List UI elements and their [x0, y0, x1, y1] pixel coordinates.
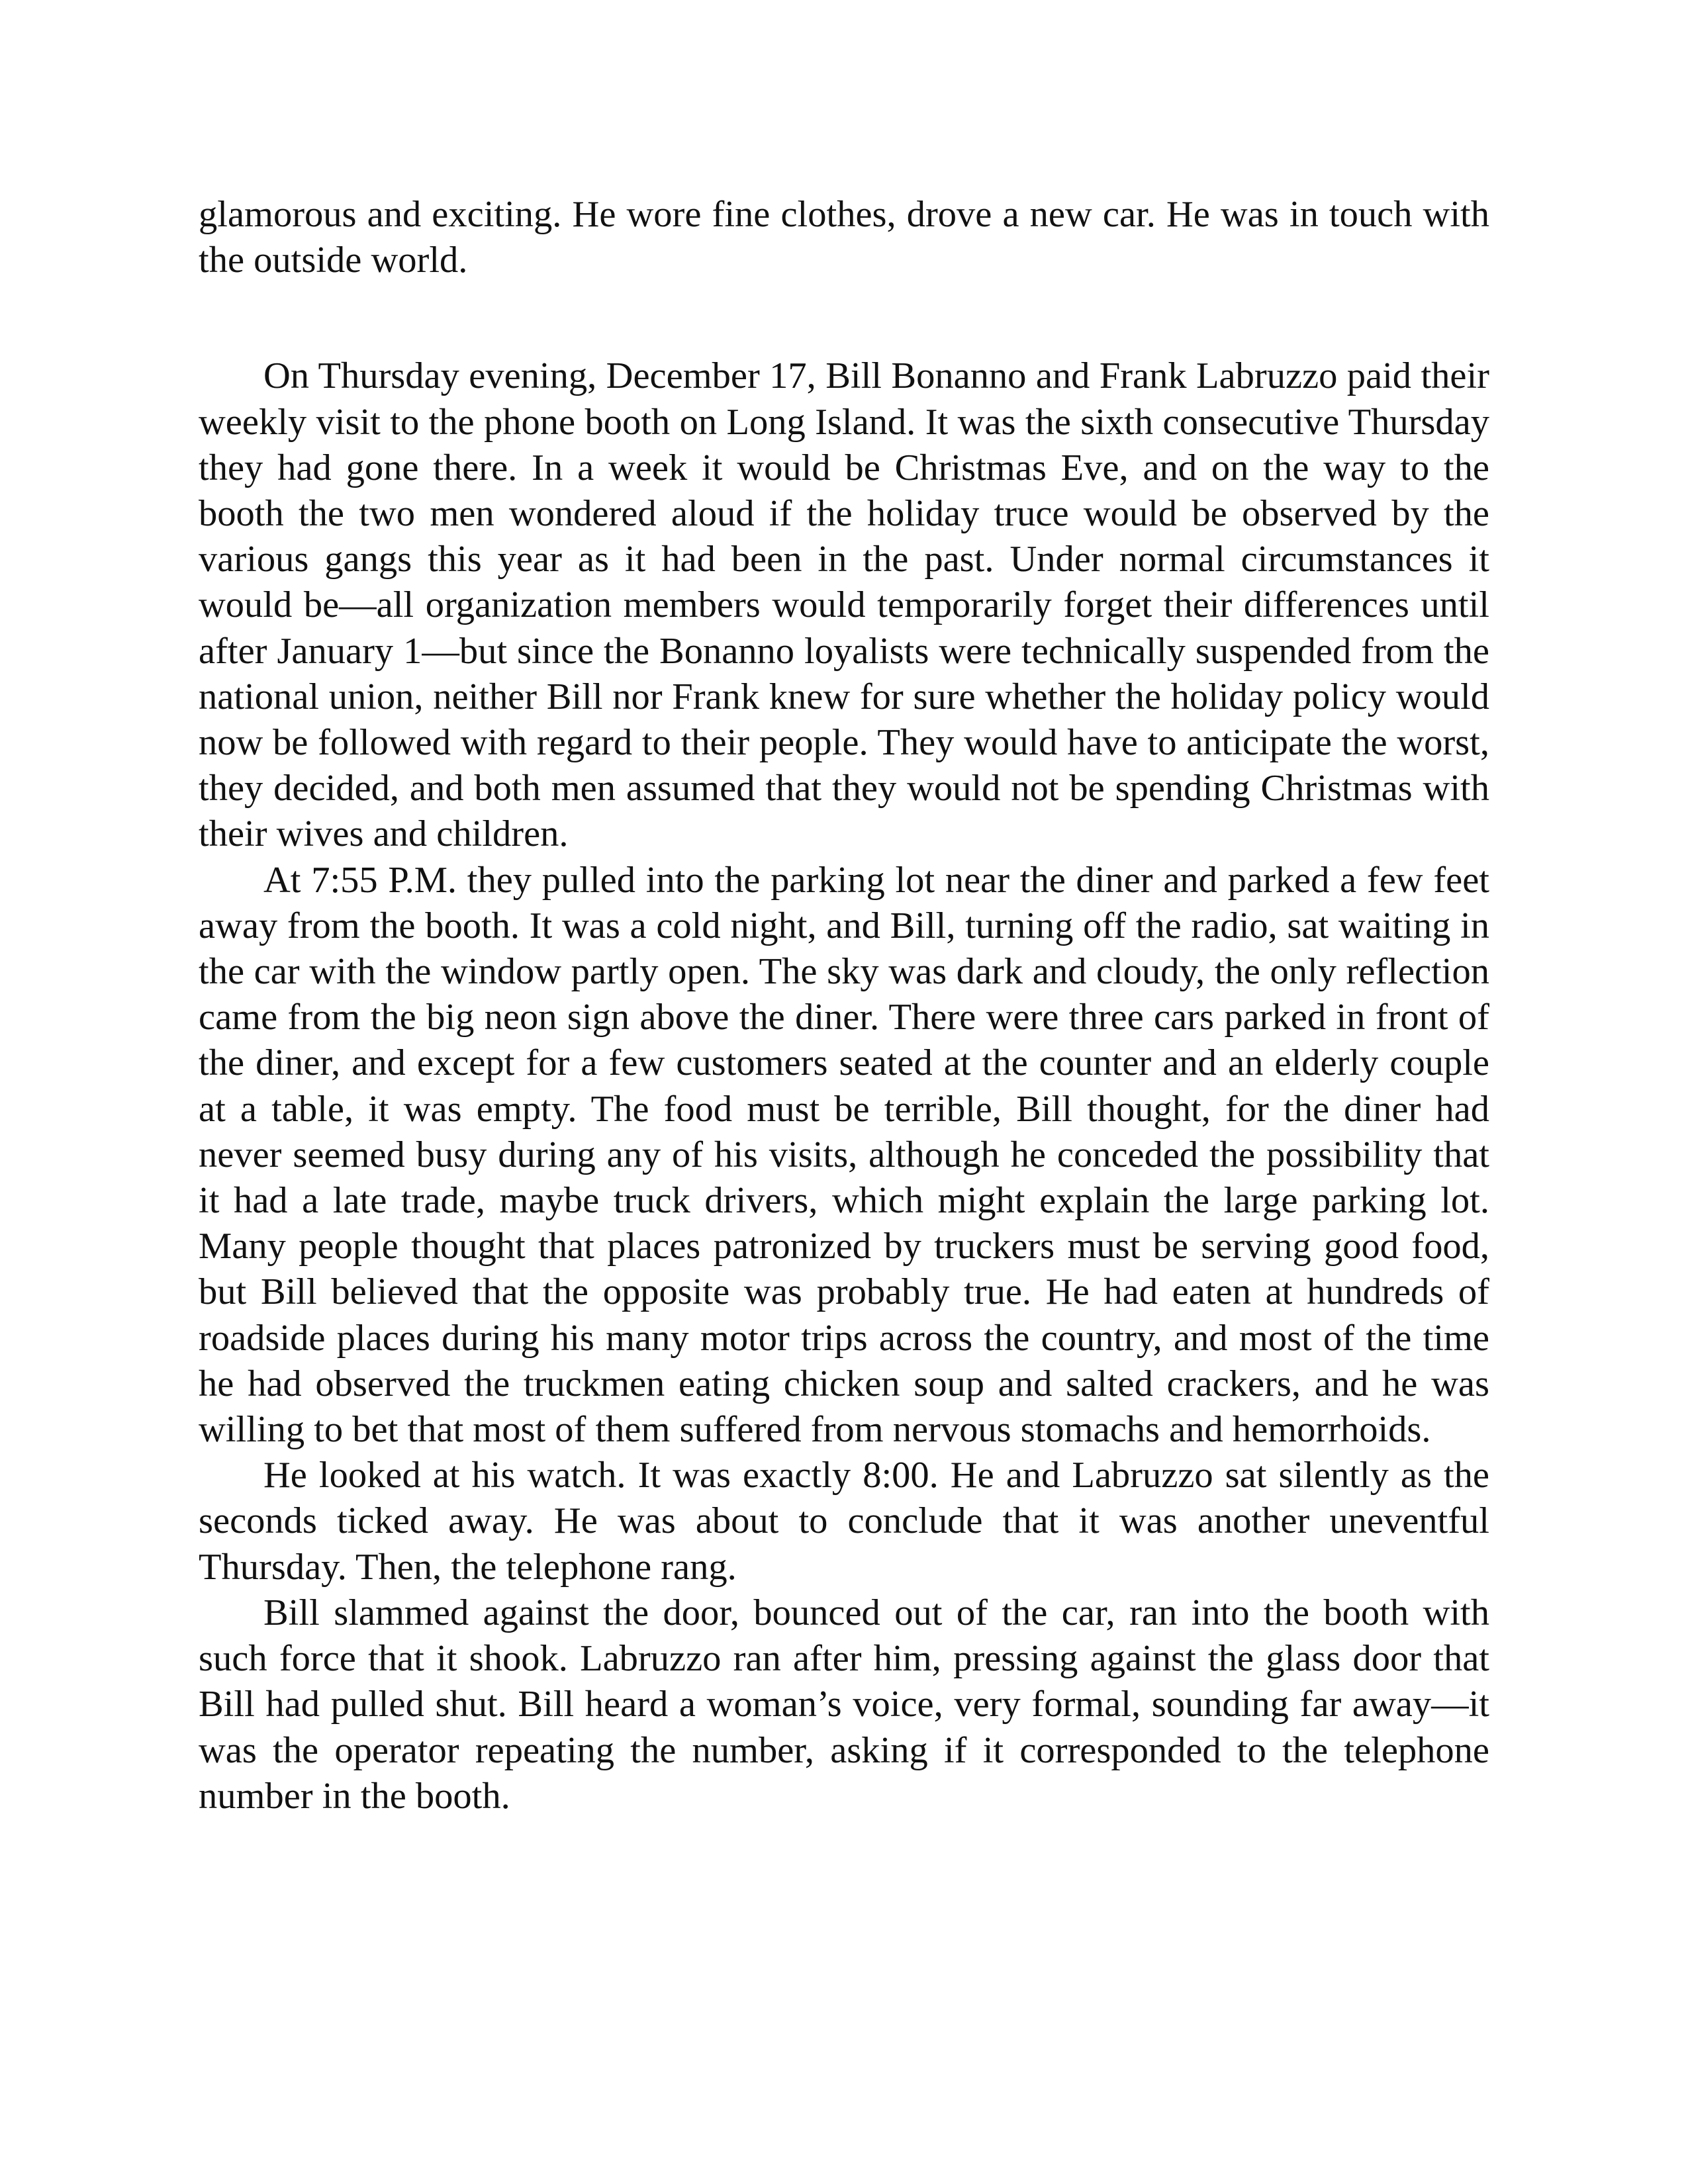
paragraph-phone-booth: Bill slammed against the door, bounced out of the car, ran into the booth with such force that it shook. Labruzzo ran after him, pressing against the glass door that Bill had pulled shut. Bill heard a woman’s voice, very formal, sounding far away—it was the operator repeating the number, asking if it corresponded to the telephone number in the booth.	[199, 1592, 1489, 1817]
paragraph-thursday-evening: On Thursday evening, December 17, Bill Bonanno and Frank Labruzzo paid their weekly visit to the phone booth on Long Island. It was the sixth consecutive Thursday they had gone there. In a week it would be Christmas Eve, and on the way to the booth the two men wondered aloud if the holiday truce would be observed by the various gangs this year as it had been in the past. Under normal circumstances it would be—all organization members would temporarily forget their differences until after January 1—but since the Bonanno loyalists were technically suspended from the national union, neither Bill nor Frank knew for sure whether the holiday policy would now be followed with regard to their people. They would have to anticipate the worst, they decided, and both men assumed that they would not be spending Christmas with their wives and children.	[199, 355, 1489, 855]
document-page	[199, 192, 1489, 1819]
paragraph-parking-lot: At 7:55 P.M. they pulled into the parking lot near the diner and parked a few feet away from the booth. It was a cold night, and Bill, turning off the radio, sat waiting in the car with the window partly open. The sky was dark and cloudy, the only reflection came from the big neon sign above the diner. There were three cars parked in front of the diner, and except for a few customers seated at the counter and an elderly couple at a table, it was empty. The food must be terrible, Bill thought, for the diner had never seemed busy during any of his visits, although he conceded the possibility that it had a late trade, maybe truck drivers, which might explain the large parking lot. Many people thought that places patronized by truckers must be serving good food, but Bill believed that the opposite was probably true. He had eaten at hundreds of roadside places during his many motor trips across the country, and most of the time he had observed the truckmen eating chicken soup and salted crackers, and he was willing to bet that most of them suffered from nervous stomachs and hemorrhoids.	[199, 859, 1489, 1451]
paragraph-watch: He looked at his watch. It was exactly 8:00. He and Labruzzo sat silently as the seconds ticked away. He was about to conclude that it was another uneventful Thursday. Then, the telephone rang.	[199, 1455, 1489, 1588]
paragraph-continuation: glamorous and exciting. He wore fine clothes, drove a new car. He was in touch with the outside world.	[199, 194, 1489, 281]
